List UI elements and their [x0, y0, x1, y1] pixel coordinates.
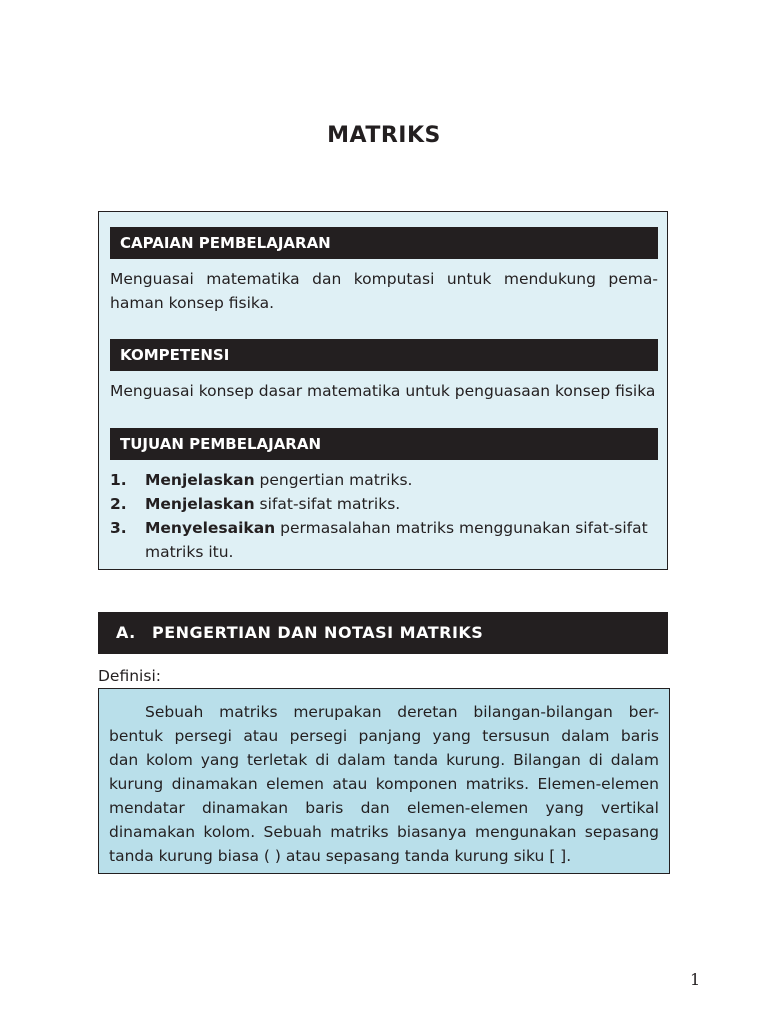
list-number: 3. — [110, 519, 127, 537]
page-number: 1 — [690, 970, 701, 989]
learning-outcomes-box — [98, 211, 668, 570]
kompetensi-heading: KOMPETENSI — [110, 339, 658, 371]
definition-line: dinamakan kolom. Sebuah matriks biasanya mengunakan sepasang — [109, 823, 659, 841]
definition-line: Sebuah matriks merupakan deretan bilangan-bilangan ber- — [145, 703, 659, 721]
definition-line: dan kolom yang terletak di dalam tanda kurung. Bilangan di dalam — [109, 751, 659, 769]
list-item — [110, 492, 658, 516]
list-number: 1. — [110, 471, 127, 489]
list-item — [110, 468, 658, 492]
definition-line: bentuk persegi atau persegi panjang yang tersusun dalam baris — [109, 727, 659, 745]
page-title: MATRIKS — [327, 123, 441, 148]
capaian-text-line-1: Menguasai matematika dan komputasi untuk mendukung pema- — [110, 270, 658, 288]
list-item — [110, 516, 658, 564]
section-title: PENGERTIAN DAN NOTASI MATRIKS — [152, 623, 484, 642]
definition-label: Definisi: — [98, 667, 161, 685]
list-number: 2. — [110, 495, 127, 513]
tujuan-heading: TUJUAN PEMBELAJARAN — [110, 428, 658, 460]
definition-box — [98, 688, 670, 874]
definition-line: kurung dinamakan elemen atau komponen matriks. Elemen-elemen — [109, 775, 659, 793]
definition-line: mendatar dinamakan baris dan elemen-elemen yang vertikal — [109, 799, 659, 817]
list-verb: Menjelaskan — [145, 471, 255, 489]
section-heading — [98, 612, 668, 654]
list-text: permasalahan matriks menggunakan sifat-sifat matriks itu. — [145, 519, 648, 561]
list-verb: Menyelesaikan — [145, 519, 276, 537]
definition-line: tanda kurung biasa ( ) atau sepasang tanda kurung siku [ ]. — [109, 847, 572, 865]
list-text: sifat-sifat matriks. — [254, 495, 401, 513]
list-text: pengertian matriks. — [254, 471, 413, 489]
capaian-heading: CAPAIAN PEMBELAJARAN — [110, 227, 658, 259]
tujuan-list — [110, 468, 658, 564]
kompetensi-text: Menguasai konsep dasar matematika untuk penguasaan konsep fisika — [110, 382, 656, 400]
capaian-text-line-2: haman konsep fisika. — [110, 294, 275, 312]
section-letter: A. — [116, 623, 136, 642]
list-verb: Menjelaskan — [145, 495, 255, 513]
